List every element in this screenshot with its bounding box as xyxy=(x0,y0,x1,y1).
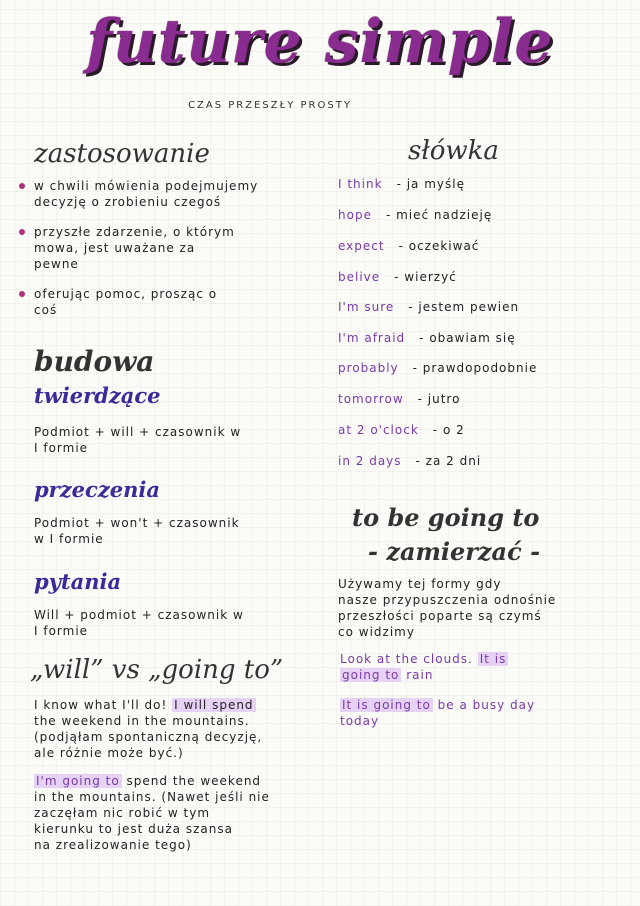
list-item: tomorrow - jutro xyxy=(338,392,461,406)
vocab-heading: słówka xyxy=(408,136,499,166)
list-item: oferując pomoc, prosząc o coś xyxy=(16,286,316,318)
comparison-heading: „will” vs „going to” xyxy=(30,655,284,685)
affirmative-rule: Podmiot + will + czasownik w I formie xyxy=(34,425,242,455)
comparison-example-will: I know what I'll do! I will spend the weekend in the mountains. (podjąłam spontaniczną decyzję, ale różnie może być.) xyxy=(34,698,263,760)
list-item: I'm sure - jestem pewien xyxy=(338,300,520,314)
going-to-example-clouds: Look at the clouds. It is going to rain xyxy=(340,652,507,682)
usage-heading: zastosowanie xyxy=(34,139,210,169)
page-title: future simple xyxy=(86,7,554,77)
comparison-example-going-to: I'm going to spend the weekend in the mountains. (Nawet jeśli nie zaczęłam nic robić w tym kierunku to jest duża szansa na zrealizowanie tego) xyxy=(34,774,270,852)
list-item: expect - oczekiwać xyxy=(338,239,480,253)
going-to-description: Używamy tej formy gdy nasze przypuszczenia odnośnie przeszłości poparte są czymś co widzimy xyxy=(338,577,557,639)
list-item: at 2 o'clock - o 2 xyxy=(338,423,465,437)
list-item: przyszłe zdarzenie, o którym mowa, jest uważane za pewne xyxy=(16,224,316,272)
negative-heading: przeczenia xyxy=(34,477,160,502)
structure-heading: budowa xyxy=(34,345,155,378)
list-item: hope - mieć nadzieję xyxy=(338,208,493,222)
questions-rule: Will + podmiot + czasownik w I formie xyxy=(34,608,244,638)
page-subtitle: CZAS PRZESZŁY PROSTY xyxy=(188,100,352,111)
list-item: belive - wierzyć xyxy=(338,270,457,284)
list-item: I think - ja myślę xyxy=(338,177,465,191)
going-to-example-busy-day: It is going to be a busy day today xyxy=(340,698,536,728)
usage-list xyxy=(16,178,316,332)
affirmative-heading: twierdzące xyxy=(34,383,161,408)
going-to-heading: to be going to xyxy=(352,503,540,532)
questions-heading: pytania xyxy=(34,569,122,594)
negative-rule: Podmiot + won't + czasownik w I formie xyxy=(34,516,240,546)
list-item: w chwili mówienia podejmujemy decyzję o zrobieniu czegoś xyxy=(16,178,316,210)
going-to-subheading: - zamierzać - xyxy=(368,537,541,566)
list-item: in 2 days - za 2 dni xyxy=(338,454,482,468)
list-item: probably - prawdopodobnie xyxy=(338,361,538,375)
list-item: I'm afraid - obawiam się xyxy=(338,331,516,345)
